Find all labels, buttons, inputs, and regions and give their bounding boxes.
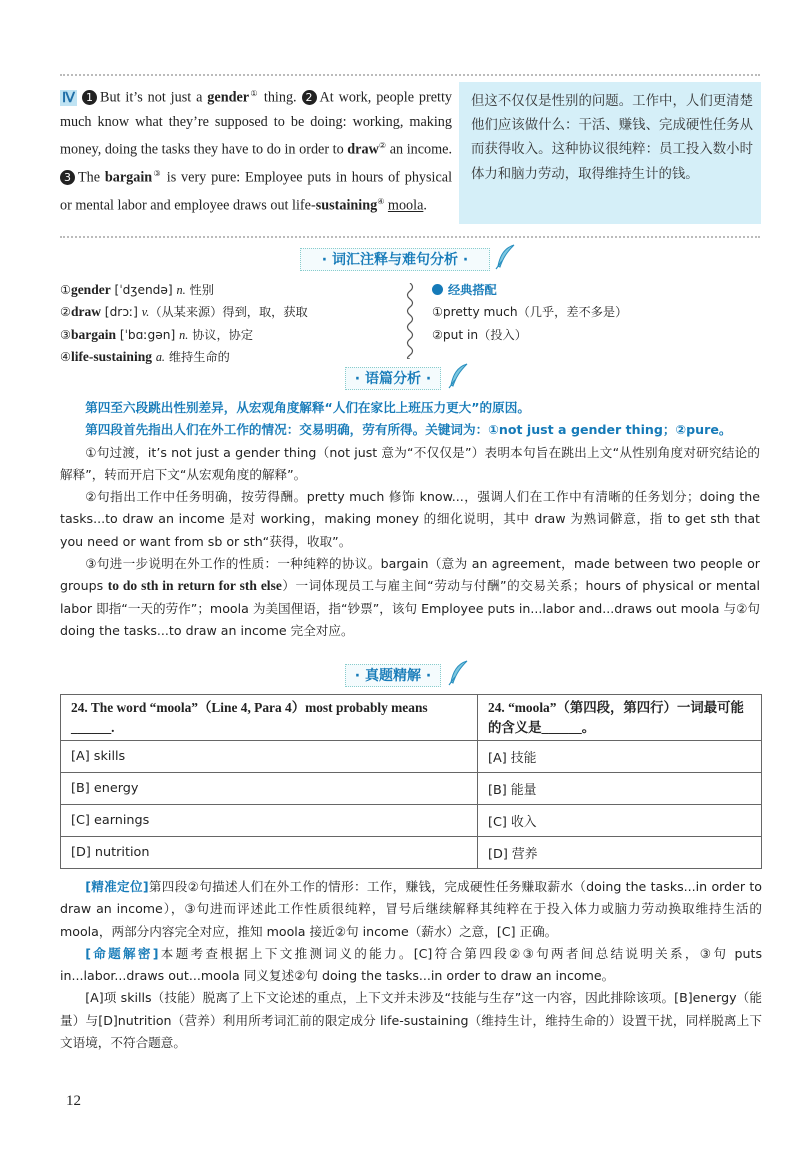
- question-stem-en: 24. The word “moola”（Line 4, Para 4）most probably means ______.: [61, 695, 478, 741]
- keyword-sustaining: sustaining: [315, 197, 378, 214]
- collocation-item: ①pretty much（几乎，差不多是）: [432, 305, 628, 320]
- collocations: [432, 279, 752, 346]
- answer-explanation: [60, 876, 762, 1054]
- english-passage: Ⅳ 1 But it’s not just a gender① thing. 2 At work, people pretty much know what they’re supposed to be doing: working, making money, doing the tasks they have to do in order to draw② an income. 3 The bargain③ is very pure: Employee puts in hours of physical or mental labor and employee draws out life-sustaining④ moola.: [60, 89, 453, 214]
- section-heading-vocab: · 词汇注释与难句分析 ·: [300, 248, 490, 271]
- analysis-summary: 第四至六段跳出性别差异，从宏观角度解释“人们在家比上班压力更大”的原因。: [85, 400, 530, 415]
- bullet-icon: [432, 284, 443, 295]
- top-dotted-divider: [60, 74, 760, 76]
- option-c-en: [C] earnings: [61, 805, 478, 837]
- option-b-cn: [B] 能量: [478, 773, 762, 805]
- question-stem-cn: 24. “moola”（第四段，第四行）一词最可能的含义是______。: [478, 695, 762, 741]
- vocab-item: ②draw [drɔː] v.（从某来源）得到，取，获取: [60, 304, 308, 320]
- analysis-sentence-1: ①句过渡，it’s not just a gender thing（not just 意为“不仅仅是”）表明本句旨在跳出上文“从性别角度对研究结论的解释”，转而开启下文“从宏观角度的解释”。: [60, 444, 760, 482]
- passage-bottom-divider: [60, 236, 760, 238]
- option-d-en: [D] nutrition: [61, 837, 478, 869]
- option-a-cn: [A] 技能: [478, 741, 762, 773]
- vocab-item: ③bargain [ˈbɑːgən] n. 协议，协定: [60, 326, 254, 342]
- keyword-draw: draw: [347, 141, 379, 158]
- analysis-sentence-3: ③句进一步说明在外工作的性质：一种纯粹的协议。bargain（意为 an agreement，made between two people or groups to do sth in return for sth else）一词体现员工与雇主间“劳动与付酬”的交易关系；hours of physical or mental labor 即指“一天的劳作”；moola 为美国俚语，指“钞票”，该句 Employee puts in...labor and...draws out moola 与②句 doing the tasks...to draw an income 完全对应。: [60, 556, 760, 638]
- section-heading-discourse: · 语篇分析 ·: [345, 367, 441, 390]
- question-decoding: [命题解密]本题考查根据上下文推测词义的能力。[C]符合第四段②③句两者间总结说明关系，③句 puts in...labor...draws out...moola 同义复述②句 doing the tasks...in order to draw an income。: [60, 945, 763, 984]
- option-d-cn: [D] 营养: [478, 837, 762, 869]
- paragraph-number: Ⅳ: [62, 89, 76, 106]
- vocab-item: ④life-sustaining a. 维持生命的: [60, 348, 230, 364]
- quill-icon: [447, 660, 469, 686]
- question-table: [60, 694, 762, 869]
- keyword-bargain: bargain: [104, 169, 153, 186]
- page-number: 12: [66, 1093, 81, 1109]
- option-c-cn: [C] 收入: [478, 805, 762, 837]
- option-b-en: [B] energy: [61, 773, 478, 805]
- quill-icon: [494, 244, 516, 270]
- keyword-moola: moola: [387, 197, 424, 214]
- vocab-item: ①gender [ˈdʒendə] n. 性别: [60, 282, 214, 297]
- sentence-1-marker: 1: [82, 90, 97, 105]
- analysis-sentence-2: ②句指出工作中任务明确，按劳得酬。pretty much 修饰 know...，强调人们在工作中有清晰的任务划分；doing the tasks...to draw an income 是对 working，making money 的细化说明，其中 draw 为熟词僻意，指 to get sth that you need or want from sb or sth“获得，收取”。: [60, 489, 760, 549]
- analysis-keywords: 第四段首先指出人们在外工作的情况：交易明确，劳有所得。关键词为：①not just a gender thing；②pure。: [85, 422, 732, 438]
- vocab-list: [60, 279, 400, 368]
- sentence-3-marker: 3: [60, 170, 75, 185]
- precise-location: [精准定位]第四段②句描述人们在外工作的情形：工作，赚钱，完成硬性任务赚取薪水（doing the tasks...in order to draw an income），③句进而评述此工作性质很纯粹，冒号后继续解释其纯粹在于投入体力或脑力劳动换取维持生活的 moola，两部分内容完全对应，推知 moola 接近②句 income（薪水）之意，[C] 正确。: [60, 879, 763, 939]
- collocation-item: ②put in（投入）: [432, 327, 527, 342]
- sentence-2-marker: 2: [302, 90, 317, 105]
- keyword-gender: gender: [207, 89, 250, 106]
- section-heading-question: · 真题精解 ·: [345, 664, 441, 687]
- spiral-divider: [404, 283, 416, 359]
- collocations-title: 经典搭配: [432, 279, 752, 301]
- chinese-translation-box: 但这不仅仅是性别的问题。工作中，人们更清楚他们应该做什么：干活、赚钱、完成硬性任务从而获得收入。这种协议很纯粹：员工投入数小时体力和脑力劳动，取得维持生计的钱。: [459, 82, 761, 224]
- option-a-en: [A] skills: [61, 741, 478, 773]
- quill-icon: [447, 363, 469, 389]
- distractor-analysis: [A]项 skills（技能）脱离了上下文论述的重点，上下文并未涉及“技能与生存”这一内容，因此排除该项。[B]energy（能量）与[D]nutrition（营养）利用所考词汇前的限定成分 life-sustaining（维持生计，维持生命的）设置干扰，同样脱离上下文语境，不符合题意。: [60, 990, 762, 1051]
- discourse-analysis: [60, 397, 760, 642]
